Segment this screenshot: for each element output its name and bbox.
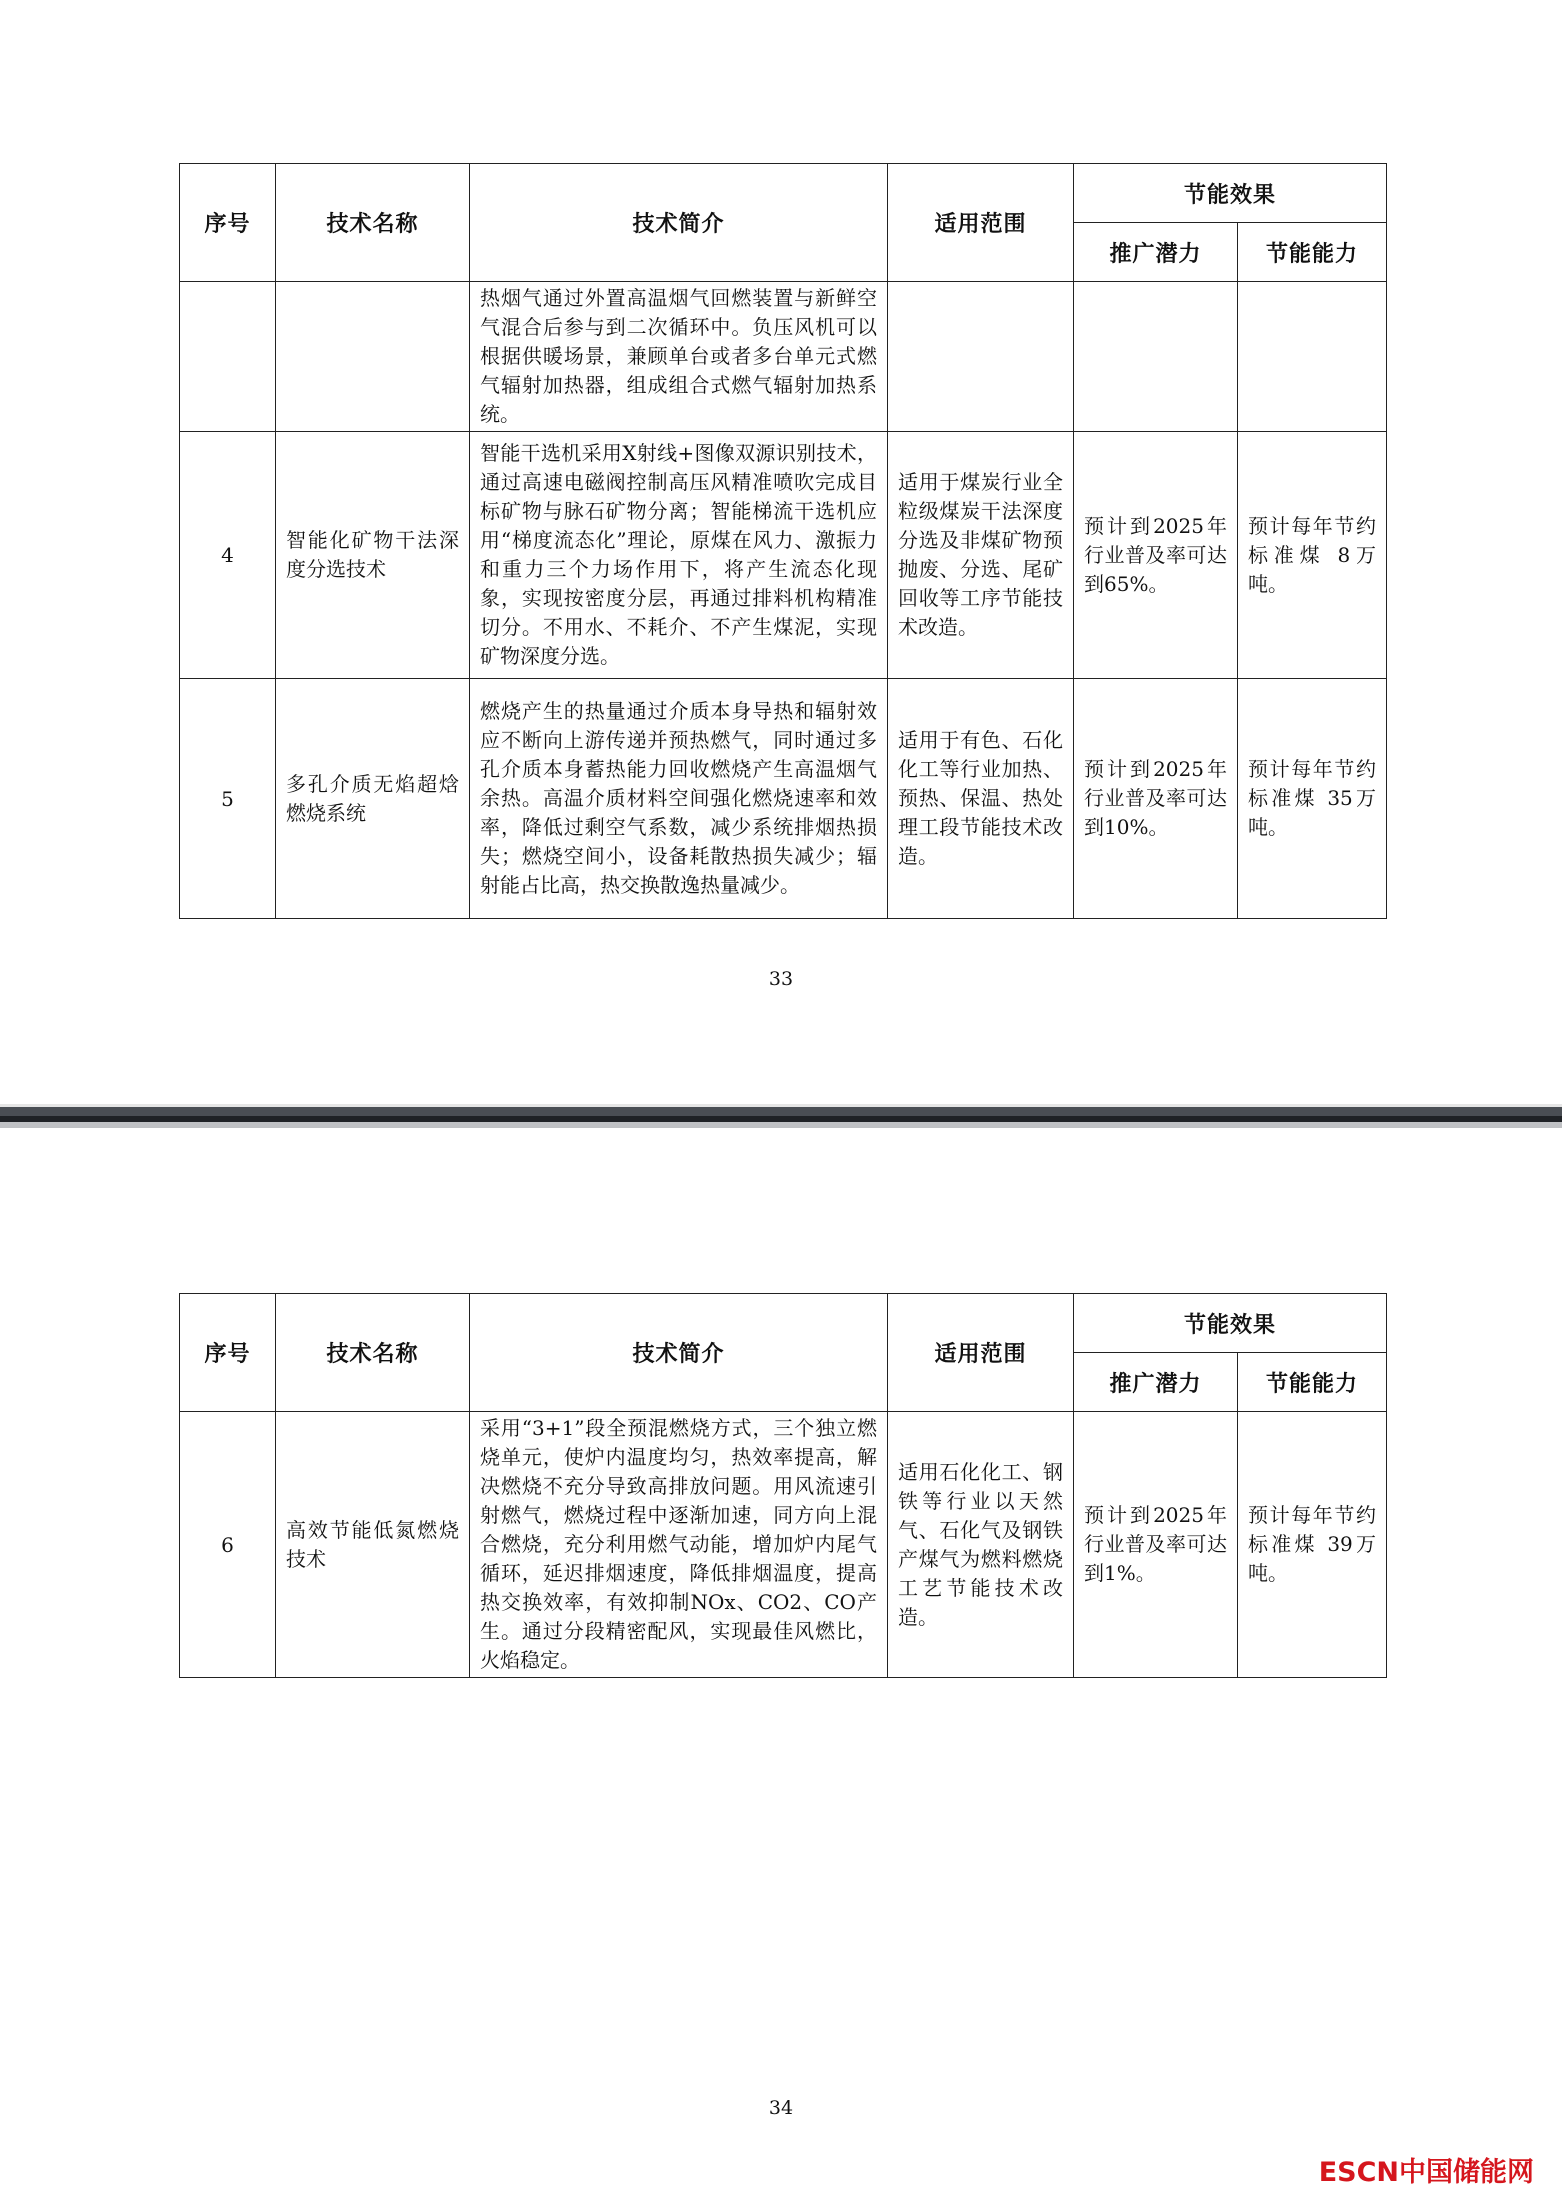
row-potential <box>1074 355 1237 359</box>
table-row <box>180 432 1387 679</box>
page-number: 33 <box>768 968 794 990</box>
row-intro-cell <box>470 432 888 679</box>
row-scope <box>888 355 1073 359</box>
row-name: 多孔介质无焰超焓燃烧系统 <box>286 771 459 825</box>
row-capacity-cell <box>1238 282 1387 432</box>
header-effect: 节能效果 <box>1074 164 1387 223</box>
row-potential: 预计到2025年行业普及率可达到1%。 <box>1084 1503 1227 1585</box>
row-capacity: 预计每年节约标准煤 35万吨。 <box>1248 757 1377 839</box>
header-potential: 推广潜力 <box>1074 1353 1238 1412</box>
header-name: 技术名称 <box>276 164 470 282</box>
row-name-cell <box>276 1412 470 1678</box>
header-effect: 节能效果 <box>1074 1294 1387 1353</box>
row-potential: 预计到2025年行业普及率可达到10%。 <box>1084 757 1227 839</box>
page-number: 34 <box>768 2097 794 2119</box>
escn-watermark-logo: ESCN中国储能网 <box>1318 2157 1534 2188</box>
row-intro-cell <box>470 282 888 432</box>
row-seq: 6 <box>180 1412 276 1678</box>
row-capacity-cell <box>1238 679 1387 919</box>
row-name: 高效节能低氮燃烧技术 <box>286 1517 459 1571</box>
table-row <box>180 679 1387 919</box>
row-intro: 热烟气通过外置高温烟气回燃装置与新鲜空气混合后参与到二次循环中。负压风机可以根据供暖场景，兼顾单台或者多台单元式燃气辐射加热器，组成组合式燃气辐射加热系统。 <box>480 286 877 426</box>
row-intro: 智能干选机采用X射线+图像双源识别技术，通过高速电磁阀控制高压风精准喷吹完成目标矿物与脉石矿物分离；智能梯流干选机应用“梯度流态化”理论，原煤在风力、激振力和重力三个力场作用下，将产生流态化现象，实现按密度分层，再通过排料机构精准切分。不用水、不耗介、不产生煤泥，实现矿物深度分选。 <box>480 441 877 668</box>
row-capacity <box>1238 355 1386 359</box>
row-name-cell <box>276 679 470 919</box>
row-capacity: 预计每年节约标准煤 8万吨。 <box>1248 513 1377 596</box>
table-row <box>180 282 1387 432</box>
technology-table-page-34 <box>179 1293 1387 1678</box>
header-capacity: 节能能力 <box>1238 1353 1387 1412</box>
row-scope-cell <box>888 1412 1074 1678</box>
row-potential: 预计到2025年行业普及率可达到65%。 <box>1084 513 1227 596</box>
row-intro-cell <box>470 679 888 919</box>
header-scope: 适用范围 <box>888 164 1074 282</box>
row-potential-cell <box>1074 1412 1238 1678</box>
row-potential-cell <box>1074 282 1238 432</box>
row-seq: 4 <box>180 432 276 679</box>
header-seq: 序号 <box>180 1294 276 1412</box>
row-scope-cell <box>888 432 1074 679</box>
row-scope: 适用于有色、石化化工等行业加热、预热、保温、热处理工段节能技术改造。 <box>898 728 1063 868</box>
row-scope: 适用石化化工、钢铁等行业以天然气、石化气及钢铁产煤气为燃料燃烧工艺节能技术改造。 <box>898 1459 1063 1629</box>
row-intro: 燃烧产生的热量通过介质本身导热和辐射效应不断向上游传递并预热燃气，同时通过多孔介质本身蓄热能力回收燃烧产生高温烟气余热。高温介质材料空间强化燃烧速率和效率，降低过剩空气系数，减少系统排烟热损失；燃烧空间小，设备耗散热损失减少；辐射能占比高，热交换散逸热量减少。 <box>480 699 877 897</box>
row-intro: 采用“3+1”段全预混燃烧方式，三个独立燃烧单元，使炉内温度均匀，热效率提高，解决燃烧不充分导致高排放问题。用风流速引射燃气，燃烧过程中逐渐加速，同方向上混合燃烧，充分利用燃气动能，增加炉内尾气循环，延迟排烟速度，降低排烟温度，提高热交换效率，有效抑制NOx、CO2、CO产生。通过分段精密配风，实现最佳风燃比，火焰稳定。 <box>480 1416 877 1672</box>
header-scope: 适用范围 <box>888 1294 1074 1412</box>
row-capacity-cell <box>1238 432 1387 679</box>
row-scope-cell <box>888 679 1074 919</box>
row-potential-cell <box>1074 432 1238 679</box>
row-scope: 适用于煤炭行业全粒级煤炭干法深度分选及非煤矿物预抛废、分选、尾矿回收等工序节能技术改造。 <box>898 470 1063 639</box>
table-row <box>180 1412 1387 1678</box>
row-seq: 5 <box>180 679 276 919</box>
row-name-cell <box>276 432 470 679</box>
header-potential: 推广潜力 <box>1074 223 1238 282</box>
header-intro: 技术简介 <box>470 1294 888 1412</box>
row-scope-cell <box>888 282 1074 432</box>
row-name: 智能化矿物干法深度分选技术 <box>286 528 459 581</box>
technology-table-page-33 <box>179 163 1387 919</box>
row-potential-cell <box>1074 679 1238 919</box>
row-capacity: 预计每年节约标准煤 39万吨。 <box>1248 1503 1377 1585</box>
row-name-cell <box>276 282 470 432</box>
header-name: 技术名称 <box>276 1294 470 1412</box>
header-capacity: 节能能力 <box>1238 223 1387 282</box>
header-intro: 技术简介 <box>470 164 888 282</box>
page-divider <box>0 1104 1562 1128</box>
header-seq: 序号 <box>180 164 276 282</box>
row-capacity-cell <box>1238 1412 1387 1678</box>
row-seq <box>180 282 276 432</box>
row-intro-cell <box>470 1412 888 1678</box>
